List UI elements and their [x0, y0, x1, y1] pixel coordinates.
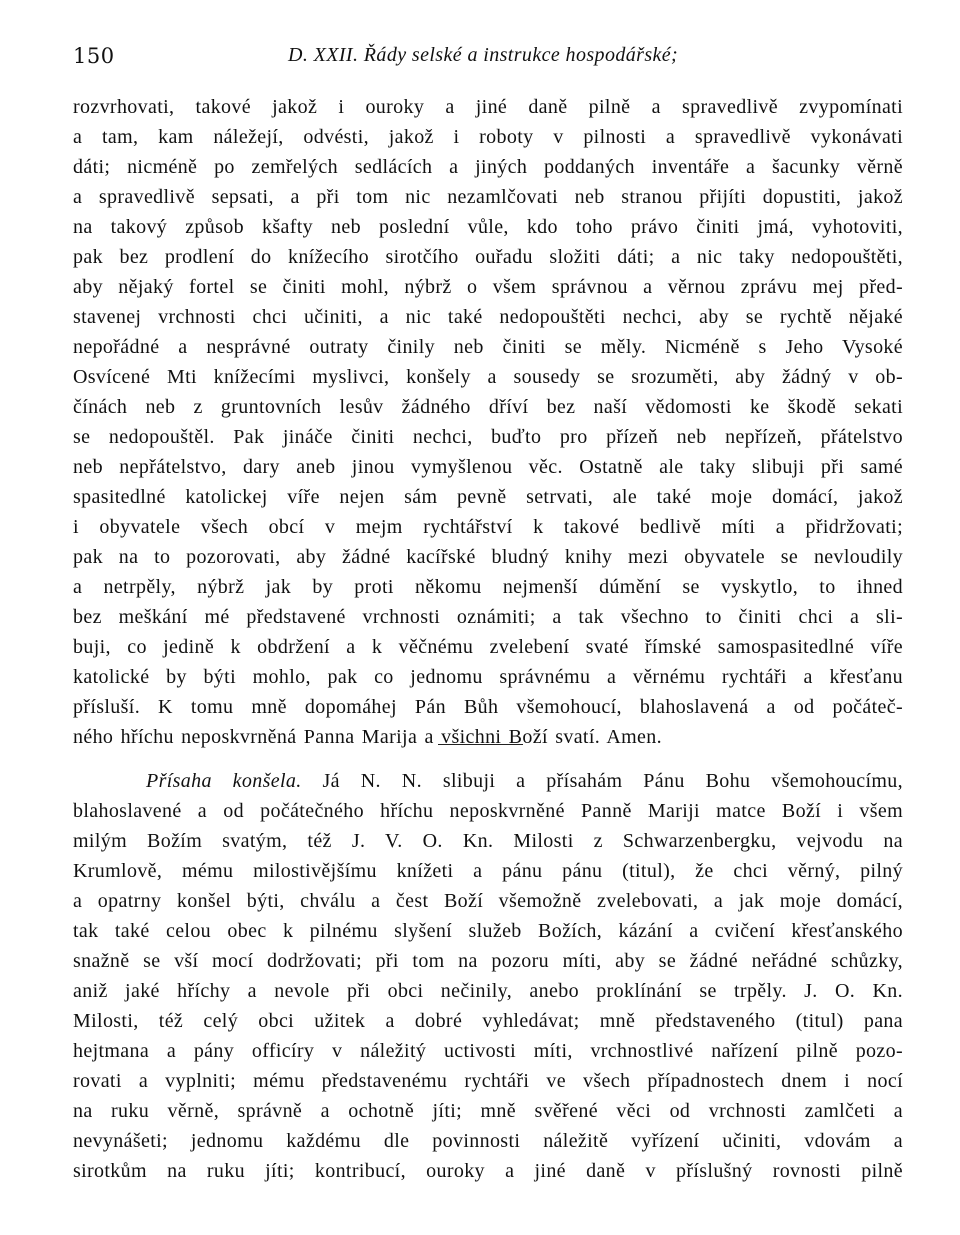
text-line: čínách neb z gruntovních lesův žádného dříví bez naší vědomosti ke škodě sekati [73, 396, 903, 418]
text-line: dáti; nicméně po zemřelých sedlácích a jiných poddaných inventáře a šacunky věrně [73, 156, 903, 178]
section-divider [438, 744, 523, 745]
text-line: nevynášeti; jednomu každému dle povinnosti náležitě vyřízení učiniti, vdovám a [73, 1130, 903, 1152]
text-line: tak také celou obec k pilnému slyšení služeb Božích, kázání a cvičení křesťanského [73, 920, 903, 942]
text-line: pak na to pozorovati, aby žádné kacířské bludný knihy mezi obyvatele se nevloudily [73, 546, 903, 568]
text-line: a opatrny konšel býti, chválu a čest Boží všemožně zvelebovati, a jak moje domácí, [73, 890, 903, 912]
text-line: přísluší. K tomu mně dopomáhej Pán Bůh všemohoucí, blahoslavená a od počáteč- [73, 696, 903, 718]
text-line: Milosti, též celý obci užitek a dobré vyhledávat; mně představeného (titul) pana [73, 1010, 903, 1032]
text-line: rovati a vyplniti; mému představenému rychtáři ve všech případnostech dnem i nocí [73, 1070, 903, 1092]
text-line: sirotkům na ruku jíti; kontribucí, ouroky a jiné daně v příslušný rovnosti pilně [73, 1160, 903, 1182]
running-title: D. XXII. Řády selské a instrukce hospodářské; [288, 44, 679, 66]
text-line: buji, co jedině k obdržení a k věčnému zvelebení svaté římské samospasitedlné víře [73, 636, 903, 658]
text-line: a netrpěly, nýbrž jak by proti někomu nejmenší dúmění se vyskytlo, to ihned [73, 576, 903, 598]
text-line: ného hříchu neposkvrněná Panna Marija a všichni Boží svatí. Amen. [73, 726, 662, 748]
section-heading-italic: Přísaha konšela. [146, 770, 302, 792]
body-text-section-2 [73, 766, 903, 1186]
page-header [73, 44, 903, 74]
text-line: bez meškání mé představené vrchnosti oznámiti; a tak všechno to činiti chci a sli- [73, 606, 903, 628]
text-line: snažně se vší mocí dodržovati; při tom na pozoru míti, aby se žádné neřádné schůzky, [73, 950, 903, 972]
text-line: nepořádné a nesprávné outraty činily neb činiti se měly. Nicméně s Jeho Vysoké [73, 336, 903, 358]
text-line: rozvrhovati, takové jakož i ouroky a jiné daně pilně a spravedlivě zvypomínati [73, 96, 903, 118]
text-line: spasitedlné katolickej víře nejen sám pevně setrvati, ale také moje domácí, jakož [73, 486, 903, 508]
text-line: se nedopouštěl. Pak jináče činiti nechci, buďto pro přízeň neb nepřízeň, přátelstvo [73, 426, 903, 448]
text-line: blahoslavené a od počátečného hříchu neposkvrněné Panně Mariji matce Boží i všem [73, 800, 903, 822]
body-text-section-1 [73, 92, 903, 752]
text-line: Osvícené Mti knížecími myslivci, konšely a sousedy se srozuměti, aby žádný v ob- [73, 366, 903, 388]
text-line: katolické by býti mohlo, pak co jednomu správnému a věrnému rychtáři a křesťanu [73, 666, 903, 688]
text-line: milým Božím svatým, též J. V. O. Kn. Milosti z Schwarzenbergku, vejvodu na [73, 830, 903, 852]
text-line: a tam, kam náležejí, odvésti, jakož i roboty v pilnosti a spravedlivě vykonávati [73, 126, 903, 148]
page-number: 150 [73, 44, 115, 68]
text-line: na ruku věrně, správně a ochotně jíti; mně svěřené věci od vrchnosti zamlčeti a [73, 1100, 903, 1122]
text-line: a spravedlivě sepsati, a při tom nic nezamlčovati neb stranou přijíti dopustiti, jakož [73, 186, 903, 208]
text-line: na takový způsob kšafty neb poslední vůle, kdo toho právo činiti jmá, vyhotoviti, [73, 216, 903, 238]
text-line: stavenej vrchnosti chci učiniti, a nic také nedopouštěti nechci, aby se rychtě nějaké [73, 306, 903, 328]
first-line-rest: Já N. N. slibuji a přísahám Pánu Bohu všemohoucímu, [301, 770, 903, 792]
text-line-first [73, 766, 903, 796]
text-line: aby nějaký fortel se činiti mohl, nýbrž o všem správnou a věrnou zprávu mej před- [73, 276, 903, 298]
text-line: Krumlově, mému milostivějšímu knížeti a pánu pánu (titul), že chci věrný, pilný [73, 860, 903, 882]
text-line: pak bez prodlení do knížecího sirotčího ouřadu složiti dáti; a nic taky nedopouštěti, [73, 246, 903, 268]
text-line: aniž jaké hříchy a nevole při obci nečinily, anebo proklínání se trpěly. J. O. Kn. [73, 980, 903, 1002]
text-line: hejtmana a pány officíry v náležitý uctivosti míti, vrchnostlivé nařízení pilně pozo- [73, 1040, 903, 1062]
text-line: neb nepřátelstvo, dary aneb jinou vymyšlenou věc. Ostatně ale taky slibuji při samé [73, 456, 903, 478]
text-line: i obyvatele všech obcí v mejm rychtářství k takové bedlivě míti a přidržovati; [73, 516, 903, 538]
